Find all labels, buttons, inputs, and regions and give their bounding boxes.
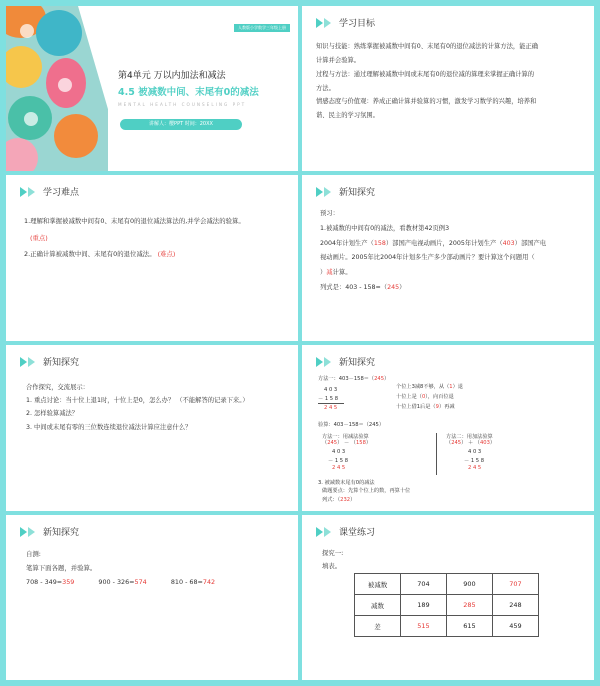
slide-header <box>20 185 79 198</box>
text-line: 3. 被减数末尾有0的减法 <box>318 480 375 486</box>
slide-goals <box>302 6 594 171</box>
slide-cover <box>6 6 298 171</box>
slide-title: 新知探究 <box>43 528 80 538</box>
text-line: 个位上3减8不够，从（1）退 <box>396 384 463 390</box>
cover-info-pill: 讲解人：樱PPT 时间：20XX <box>120 119 242 130</box>
vertical-calc: 4 0 3 <box>324 387 338 393</box>
slide-header <box>316 525 375 538</box>
table-row <box>355 574 539 595</box>
answer-value: 403 <box>502 239 515 247</box>
vertical-calc-result: 2 4 5 <box>324 405 338 411</box>
chevron-right-icon <box>20 357 35 367</box>
vertical-calc-result: 2 4 5 <box>332 465 346 471</box>
text-line: 2. 怎样验算减法？ <box>26 410 79 418</box>
text-line: 预习： <box>320 210 339 217</box>
slide-explore-worksheet <box>302 345 594 511</box>
slide-title: 新知探究 <box>339 188 376 198</box>
cover-subtitle: 4.5 被减数中间、末尾有0的减法 <box>118 87 259 98</box>
text-line: 列式是：403 - 158=（245） <box>320 283 406 291</box>
row-header: 差 <box>355 616 401 637</box>
text-line: 合作探究，交流展示： <box>26 384 89 391</box>
table-cell: 615 <box>447 616 493 637</box>
difficulty-line-2: 2.正确计算被减数中间、末尾有0的退位减法。 (难点) <box>24 250 176 259</box>
chevron-right-icon <box>316 18 331 28</box>
tag-key-point: (重点) <box>30 233 48 242</box>
row-header: 减数 <box>355 595 401 616</box>
answer-value: 158 <box>373 239 386 247</box>
text-line: ）减计算。 <box>320 269 352 277</box>
text-line: 列式：（232） <box>322 497 356 503</box>
text-line: 笔算下面各题，并验算。 <box>26 564 97 573</box>
text-line: 方法一：403－158＝（245） <box>318 376 390 382</box>
slide-explore-preview <box>302 175 594 341</box>
self-test-text <box>26 547 286 589</box>
text-line: 1. 重点讨论：当十位上退1时，十位上是0，怎么办？ （不能解答的记录下来。） <box>26 397 249 405</box>
text-line: 十位上借1后是（9）再减 <box>396 404 455 410</box>
practice-text <box>322 547 582 573</box>
vertical-calc: － 1 5 8 <box>464 458 485 464</box>
explore-preview-text <box>320 207 582 296</box>
goals-line: 知识与技能：熟练掌握被减数中间有0、末尾有0的退位减法的计算方法，能正确 <box>316 43 539 50</box>
answer-value: 742 <box>202 578 216 587</box>
chevron-right-icon <box>316 187 331 197</box>
text-line: （245） ＋ （403） <box>446 440 496 446</box>
slide-title: 学习目标 <box>339 19 376 29</box>
table-cell: 248 <box>493 595 539 616</box>
explore-discuss-text <box>26 381 286 434</box>
table-cell: 189 <box>401 595 447 616</box>
text-line: 3. 中间或末尾有零的三位数连续退位减法计算应注意什么？ <box>26 423 192 431</box>
slide-header <box>20 355 79 368</box>
vertical-calc-result: 2 4 5 <box>468 465 482 471</box>
text-line: 探究一: <box>322 549 344 557</box>
difficulty-line-1: 1.理解和掌握被减数中间有0、末尾有0的退位减法算法的,并学会减法的验算。 <box>24 217 245 225</box>
slide-header <box>316 185 375 198</box>
tag-hard-point: (难点) <box>157 250 176 259</box>
goals-line: 过程与方法：通过理解被减数中间或末尾有0的退位减的算理来掌握正确计算的 <box>316 70 535 78</box>
answer-value: 359 <box>62 578 75 587</box>
cover-english: MENTAL HEALTH COUNSELING PPT <box>118 102 247 107</box>
text-line: 1.被减数的中间有0的减法，看教材第42页例3 <box>320 224 450 232</box>
goals-text <box>316 40 582 123</box>
chevron-right-icon <box>20 527 35 537</box>
table-cell: 704 <box>401 574 447 595</box>
slide-header <box>316 355 375 368</box>
table-cell: 459 <box>493 616 539 637</box>
vertical-calc: 4 0 3 <box>332 449 346 455</box>
slide-explore-discuss <box>6 345 298 511</box>
goals-line: 方法。 <box>316 84 335 92</box>
table-row <box>355 595 539 616</box>
worksheet <box>318 375 583 505</box>
chevron-right-icon <box>316 357 331 367</box>
row-header: 被减数 <box>355 574 401 595</box>
goals-line: 计算并会验算。 <box>316 56 361 64</box>
vertical-calc: 4 0 3 <box>468 449 482 455</box>
divider <box>318 403 344 404</box>
difficulty-text <box>24 213 286 263</box>
cover-badge: 人教版小学数学三年级上册 <box>234 24 290 32</box>
divider <box>436 433 437 475</box>
slide-title: 新知探究 <box>43 358 80 368</box>
goals-line: 情感态度与价值观：养成正确计算并验算的习惯，激发学习数学的兴趣，培养和 <box>316 98 537 106</box>
vertical-calc: － 1 5 8 <box>318 396 339 402</box>
slide-header <box>20 525 79 538</box>
cover-title: 第4单元 万以内加法和减法 <box>118 71 226 81</box>
answer-value: 245 <box>387 283 400 291</box>
answer-value: 减 <box>326 269 333 277</box>
chevron-right-icon <box>316 527 331 537</box>
slide-difficulty <box>6 175 298 341</box>
answer-cell: 285 <box>447 595 493 616</box>
slide-title: 新知探究 <box>339 358 376 368</box>
text-line: 2004年计划生产（158）部国产电视动画片，2005年计划生产（403）部国产电 <box>320 239 547 247</box>
text-line: 视动画片。2005年比2004年计划多生产多少部动画片？要计算这个问题用（ <box>320 254 535 262</box>
text-line: 验算：403－158＝（245） <box>318 422 385 428</box>
vertical-calc: － 1 5 8 <box>328 458 349 464</box>
slide-practice <box>302 515 594 680</box>
text-line: （245） － （158） <box>322 440 372 446</box>
table-row <box>355 616 539 637</box>
table-cell: 900 <box>447 574 493 595</box>
problems-row: 708 - 349=359 900 - 326=574 810 - 68=742 <box>26 578 216 587</box>
answer-cell: 707 <box>493 574 539 595</box>
goals-line: 谐、民主的学习氛围。 <box>316 112 379 120</box>
text-line: 做题要点：先算个位上的数，再算十位 <box>322 488 411 494</box>
answer-cell: 515 <box>401 616 447 637</box>
slide-header <box>316 16 375 29</box>
text-line: 方法一：用减法验算 <box>322 434 369 440</box>
text-line: 填表。 <box>322 561 342 570</box>
answer-value: 574 <box>134 578 147 587</box>
slide-self-test <box>6 515 298 680</box>
text-line: 十位上是（0），向百位退 <box>396 394 454 400</box>
chevron-right-icon <box>20 187 35 197</box>
slide-title: 课堂练习 <box>339 528 376 538</box>
slide-title: 学习难点 <box>43 188 80 198</box>
text-line: 自测: <box>26 550 41 558</box>
practice-table <box>354 573 539 637</box>
text-line: 方法二：用加法验算 <box>446 434 493 440</box>
